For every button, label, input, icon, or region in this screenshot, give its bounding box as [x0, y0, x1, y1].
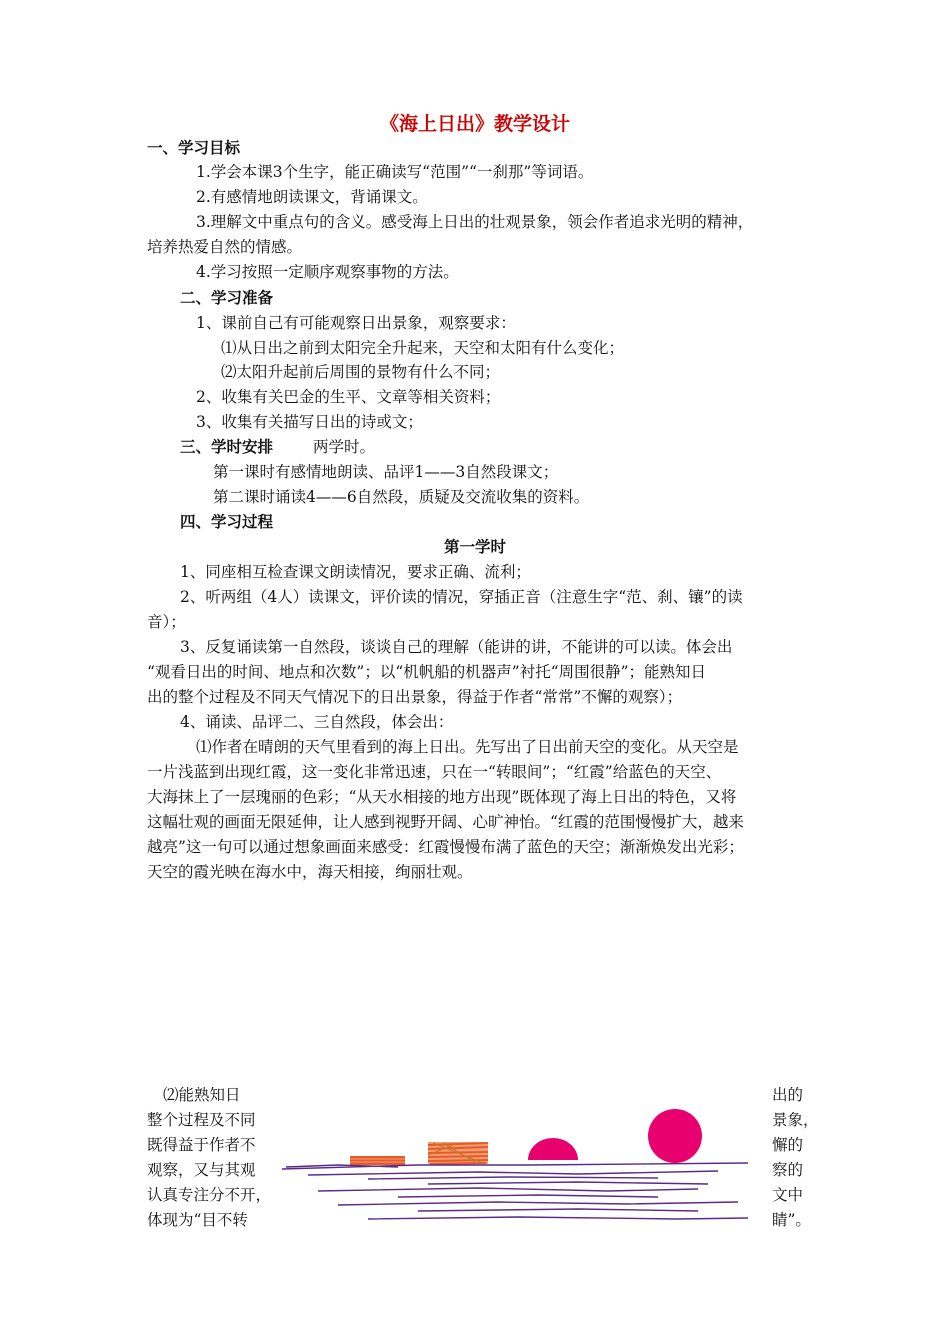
section-heading-goals: 一、学习目标 — [147, 139, 241, 157]
sunrise-illustration — [278, 1105, 758, 1230]
goal-item: 1.学会本课3个生字，能正确读写“范围”“一刹那”等词语。 — [196, 163, 594, 181]
cloud-small — [350, 1156, 405, 1165]
wrap-right-line: 察的 — [772, 1161, 804, 1179]
process-item: ⑴作者在晴朗的天气里看到的海上日出。先写出了日出前天空的变化。从天空是 — [196, 738, 739, 756]
goal-item: 培养热爱自然的情感。 — [147, 238, 303, 256]
process-item: 2、听两组（4人）读课文，评价读的情况，穿插正音（注意生字“范、刹、镶”的读 — [180, 588, 743, 606]
process-item: “观看日出的时间、地点和次数”；以“机帆船的机器声”衬托“周围很静”；能熟知日 — [147, 663, 707, 681]
wrap-right-line: 睛”。 — [772, 1211, 811, 1229]
cloud-large — [428, 1142, 488, 1164]
process-item: 出的整个过程及不同天气情况下的日出景象，得益于作者“常常”不懈的观察）； — [147, 688, 683, 706]
goal-item: 2.有感情地朗读课文，背诵课文。 — [196, 188, 428, 206]
goal-item: 4.学习按照一定顺序观察事物的方法。 — [196, 263, 459, 281]
page-title: 《海上日出》教学设计 — [379, 113, 570, 135]
process-item: 4、诵读、品评二、三自然段，体会出： — [180, 713, 454, 731]
wrap-left-line: 观察，又与其观 — [147, 1161, 256, 1179]
sun-full — [648, 1109, 702, 1163]
process-item: 1、同座相互检查课文朗读情况，要求正确、流利； — [180, 563, 531, 581]
prep-item: ⑴从日出之前到太阳完全升起来，天空和太阳有什么变化； — [221, 339, 625, 357]
schedule-item: 第二课时诵读4——6自然段，质疑及交流收集的资料。 — [213, 488, 590, 506]
wrap-right-line: 文中 — [772, 1186, 804, 1204]
wrap-left-line: 既得益于作者不 — [147, 1136, 256, 1154]
wrap-left-line: 整个过程及不同 — [147, 1111, 256, 1129]
prep-item: 1、课前自己有可能观察日出景象，观察要求： — [196, 314, 516, 332]
section-heading-schedule: 三、学时安排 — [180, 438, 274, 456]
schedule-item: 第一课时有感情地朗读、品评1——3自然段课文； — [213, 463, 559, 481]
process-item: 3、反复诵读第一自然段，谈谈自己的理解（能讲的讲，不能讲的可以读。体会出 — [180, 638, 733, 656]
subheading-lesson-1: 第一学时 — [443, 538, 506, 556]
process-item: 越亮”这一句可以通过想象画面来感受：红霞慢慢布满了蓝色的天空；渐渐焕发出光彩； — [147, 838, 744, 856]
sun-half — [528, 1138, 578, 1160]
goal-item: 3.理解文中重点句的含义。感受海上日出的壮观景象，领会作者追求光明的精神， — [196, 213, 754, 231]
wrap-left-line: ⑵能熟知日 — [163, 1086, 241, 1104]
wrap-right-line: 景象， — [772, 1111, 819, 1129]
process-item: 大海抹上了一层瑰丽的色彩；“从天水相接的地方出现”既体现了海上日出的特色，又将 — [147, 788, 737, 806]
prep-item: ⑵太阳升起前后周围的景物有什么不同； — [221, 363, 501, 381]
sea-lines — [282, 1163, 748, 1219]
process-item: 这幅壮观的画面无限延伸，让人感到视野开阔、心旷神怡。“红霞的范围慢慢扩大，越来 — [147, 813, 744, 831]
prep-item: 3、收集有关描写日出的诗或文； — [196, 413, 423, 431]
process-item: 天空的霞光映在海水中，海天相接，绚丽壮观。 — [147, 863, 473, 881]
schedule-inline: 两学时。 — [313, 438, 376, 456]
process-item: 音）； — [147, 613, 186, 631]
wrap-left-line: 认真专注分不开， — [147, 1186, 272, 1204]
section-heading-prep: 二、学习准备 — [180, 289, 274, 307]
process-item: 一片浅蓝到出现红霞，这一变化非常迅速，只在一“转眼间”；“红霞”给蓝色的天空、 — [147, 763, 722, 781]
wrap-right-line: 懈的 — [772, 1136, 804, 1154]
wrap-right-line: 出的 — [772, 1086, 804, 1104]
wrap-left-line: 体现为“目不转 — [147, 1211, 248, 1229]
section-heading-process: 四、学习过程 — [180, 513, 274, 531]
prep-item: 2、收集有关巴金的生平、文章等相关资料； — [196, 388, 501, 406]
